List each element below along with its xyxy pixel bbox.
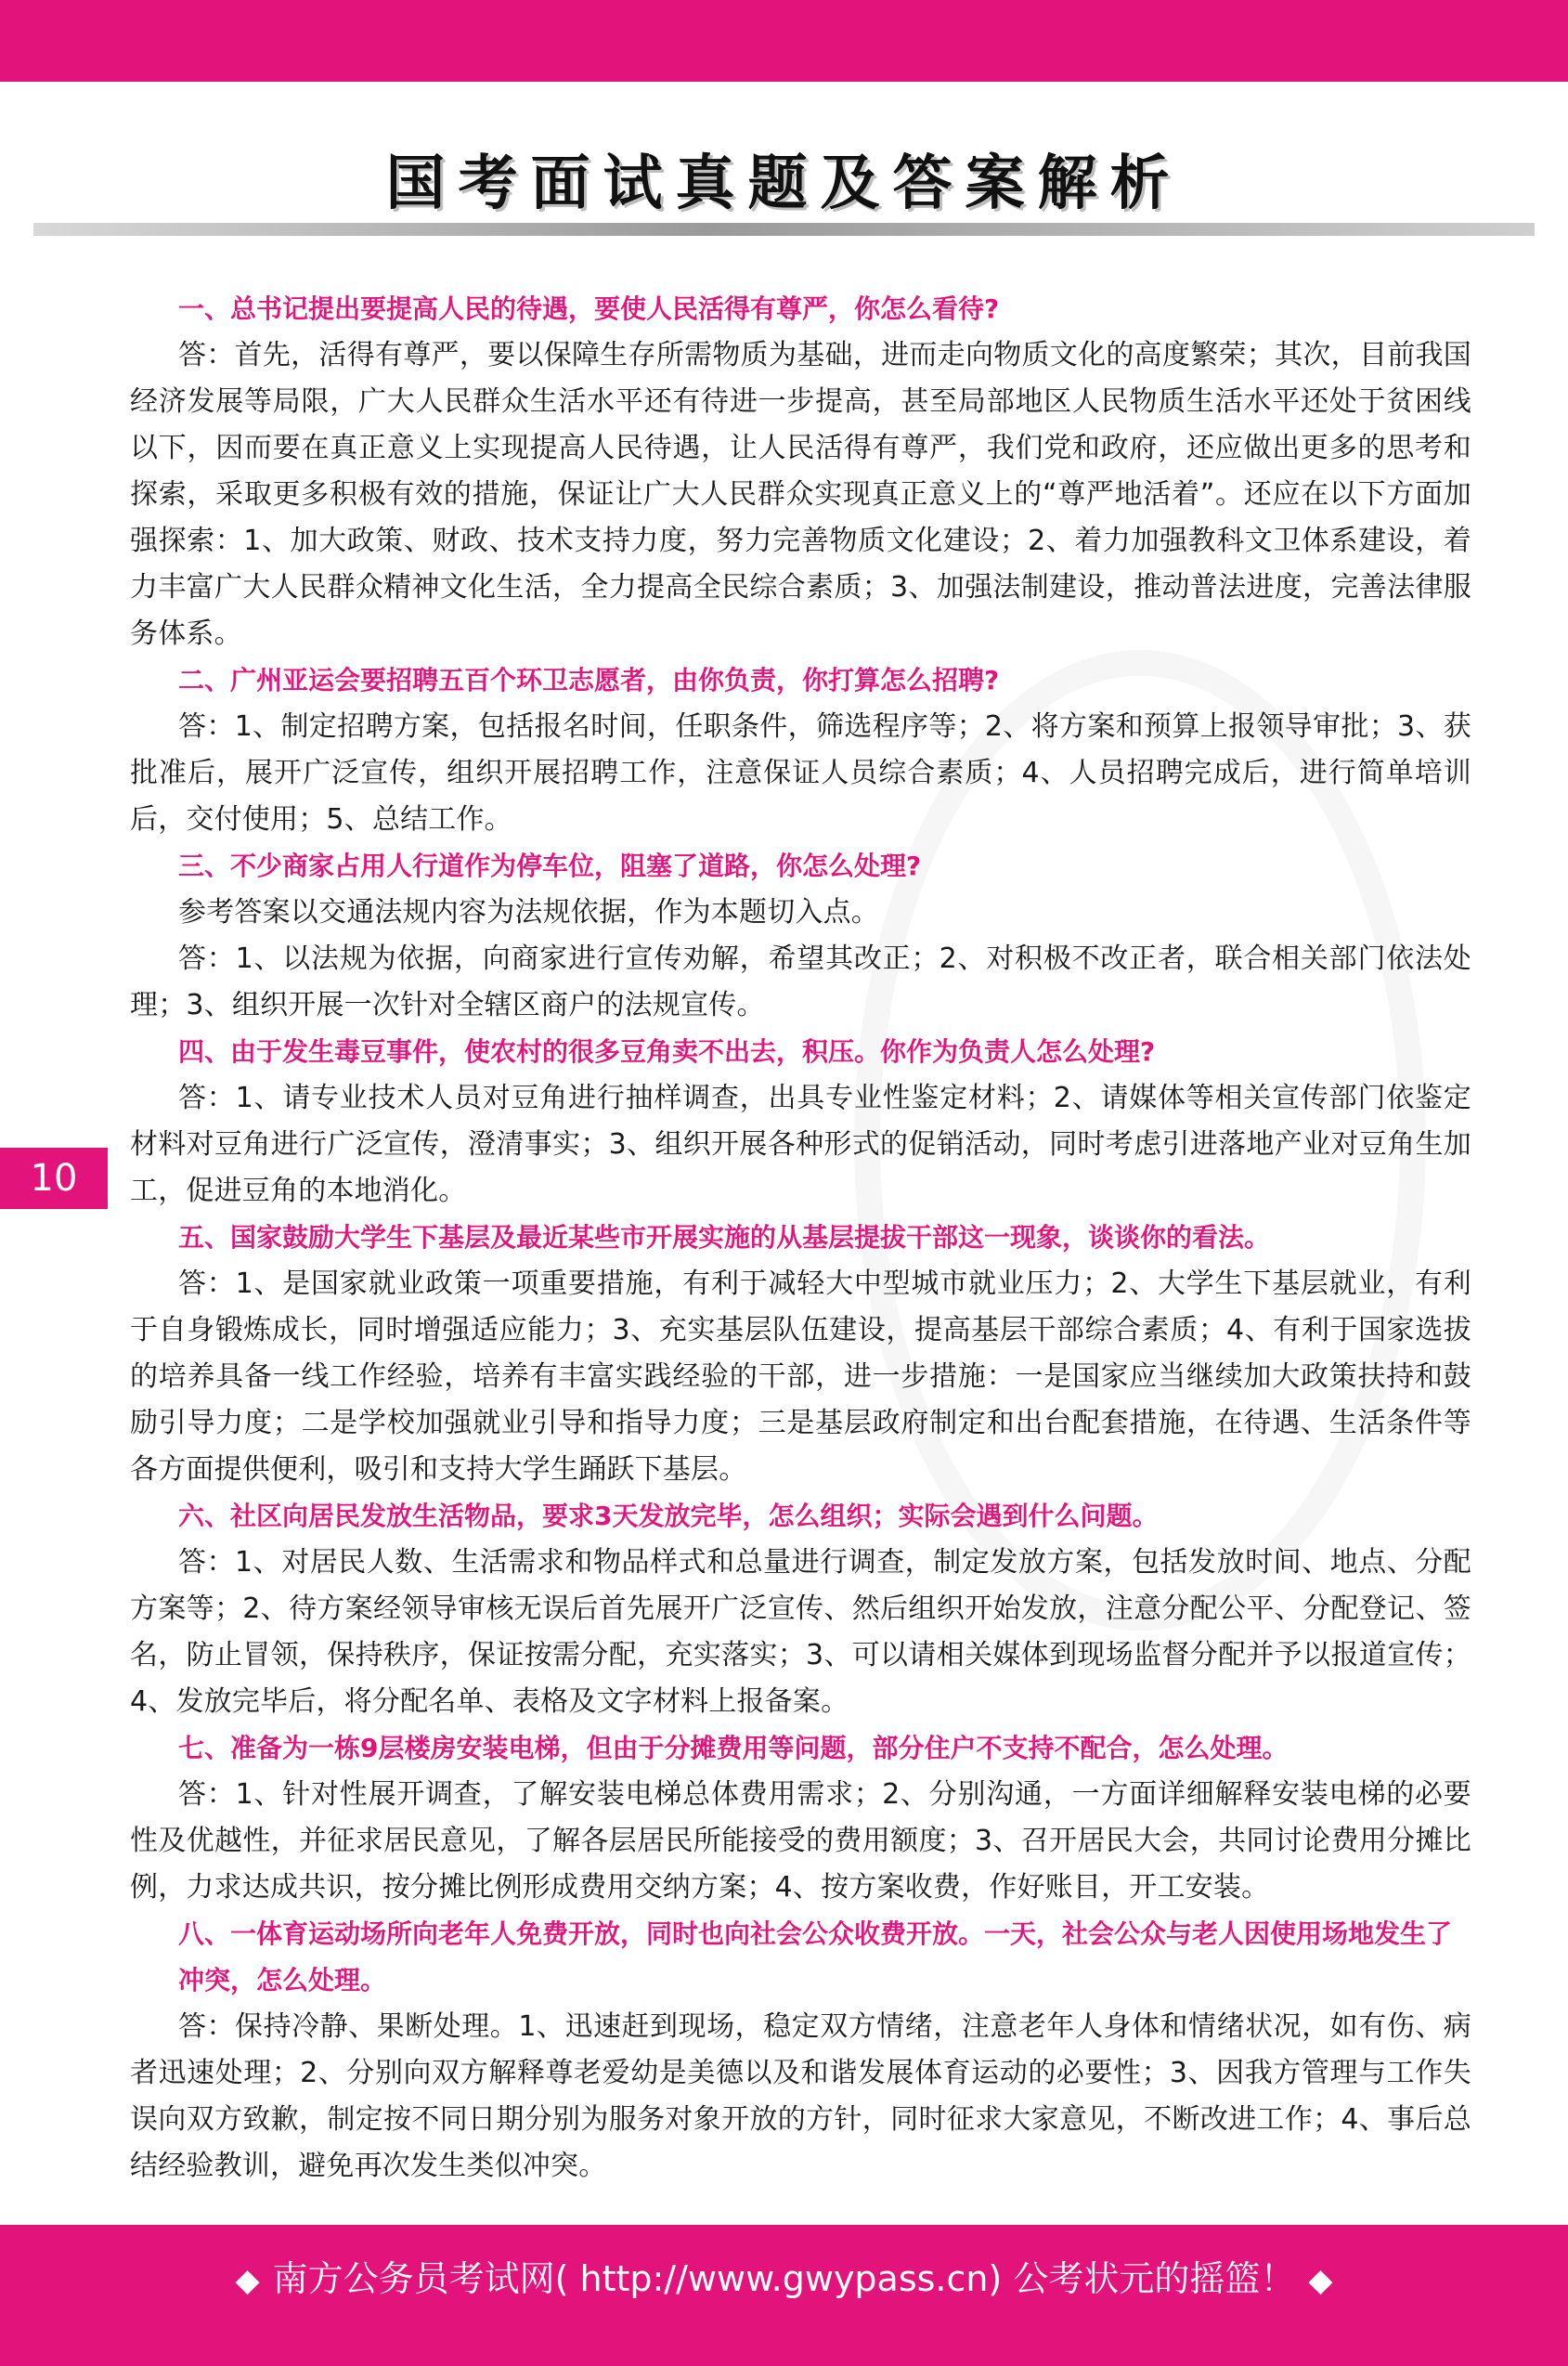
qa-section (130, 286, 1471, 657)
question-heading: 四、由于发生毒豆事件，使农村的很多豆角卖不出去，积压。你作为负责人怎么处理? (178, 1036, 1156, 1067)
question-heading: 三、不少商家占用人行道作为停车位，阻塞了道路，你怎么处理? (178, 851, 922, 881)
qa-section (130, 1911, 1471, 2190)
header (0, 130, 1568, 241)
article-body (130, 286, 1471, 2190)
answer-paragraph: 答：1、请专业技术人员对豆角进行抽样调查，出具专业性鉴定材料；2、请媒体等相关宣传部门依鉴定材料对豆角进行广泛宣传，澄清事实；3、组织开展各种形式的促销活动，同时考虑引进落地产业对豆角生加工，促进豆角的本地消化。 (130, 1082, 1471, 1207)
qa-section (130, 1725, 1471, 1911)
question-heading: 六、社区向居民发放生活物品，要求3天发放完毕，怎么组织；实际会遇到什么问题。 (178, 1501, 1159, 1531)
question-heading: 八、一体育运动场所向老年人免费开放，同时也向社会公众收费开放。一天，社会公众与老人因使用场地发生了冲突，怎么处理。 (178, 1918, 1453, 1996)
answer-paragraph: 答：1、是国家就业政策一项重要措施，有利于减轻大中型城市就业压力；2、大学生下基层就业，有利于自身锻炼成长，同时增强适应能力；3、充实基层队伍建设，提高基层干部综合素质；4、有利于国家选拔的培养具备一线工作经验，培养有丰富实践经验的干部，进一步措施：一是国家应当继续加大政策扶持和鼓励引导力度；二是学校加强就业引导和指导力度；三是基层政府制定和出台配套措施，在待遇、生活条件等各方面提供便利，吸引和支持大学生踊跃下基层。 (130, 1268, 1471, 1486)
answer-paragraph: 答：1、制定招聘方案，包括报名时间，任职条件，筛选程序等；2、将方案和预算上报领导审批；3、获批准后，展开广泛宣传，组织开展招聘工作，注意保证人员综合素质；4、人员招聘完成后，进行简单培训后，交付使用；5、总结工作。 (130, 710, 1471, 836)
qa-section (130, 1029, 1471, 1215)
answer-paragraph: 答：1、对居民人数、生活需求和物品样式和总量进行调查，制定发放方案，包括发放时间、地点、分配方案等；2、待方案经领导审核无误后首先展开广泛宣传、然后组织开始发放，注意分配公平、分配登记、签名，防止冒领，保持秩序，保证按需分配，充实落实；3、可以请相关媒体到现场监督分配并予以报道宣传；4、发放完毕后，将分配名单、表格及文字材料上报备案。 (130, 1546, 1471, 1718)
answer-paragraph: 答：首先，活得有尊严，要以保障生存所需物质为基础，进而走向物质文化的高度繁荣；其次，目前我国经济发展等局限，广大人民群众生活水平还有待进一步提高，甚至局部地区人民物质生活水平还处于贫困线以下，因而要在真正意义上实现提高人民待遇，让人民活得有尊严，我们党和政府，还应做出更多的思考和探索，采取更多积极有效的措施，保证让广大人民群众实现真正意义上的“尊严地活着”。还应在以下方面加强探索：1、加大政策、财政、技术支持力度，努力完善物质文化建设；2、着力加强教科文卫体系建设，着力丰富广大人民群众精神文化生活，全力提高全民综合素质；3、加强法制建设，推动普法进度，完善法律服务体系。 (130, 339, 1471, 650)
title-underline (33, 223, 1535, 236)
question-heading: 七、准备为一栋9层楼房安装电梯，但由于分摊费用等问题，部分住户不支持不配合，怎么处理。 (178, 1733, 1289, 1763)
footer (0, 2253, 1568, 2307)
question-heading: 五、国家鼓励大学生下基层及最近某些市开展实施的从基层提拔干部这一现象，谈谈你的看法。 (178, 1222, 1271, 1253)
qa-section (130, 843, 1471, 1029)
question-heading: 二、广州亚运会要招聘五百个环卫志愿者，由你负责，你打算怎么招聘? (178, 665, 1000, 696)
answer-paragraph: 参考答案以交通法规内容为法规依据，作为本题切入点。 (178, 896, 879, 929)
page-number-tab: 10 (0, 1148, 108, 1209)
page-title: 国考面试真题及答案解析 (385, 150, 1183, 218)
question-heading: 一、总书记提出要提高人民的待遇，要使人民活得有尊严，你怎么看待? (178, 293, 1000, 324)
qa-section (130, 657, 1471, 843)
answer-paragraph: 答：1、以法规为依据，向商家进行宣传劝解，希望其改正；2、对积极不改正者，联合相关部门依法处理；3、组织开展一次针对全辖区商户的法规宣传。 (130, 942, 1471, 1021)
diamond-icon: ◆ (235, 2262, 260, 2299)
diamond-icon: ◆ (1308, 2262, 1333, 2299)
footer-link-text[interactable]: 南方公务员考试网( http://www.gwypass.cn) 公考状元的摇篮！ (272, 2258, 1296, 2299)
answer-paragraph: 答：1、针对性展开调查，了解安装电梯总体费用需求；2、分别沟通，一方面详细解释安装电梯的必要性及优越性，并征求居民意见，了解各层居民所能接受的费用额度；3、召开居民大会，共同讨论费用分摊比例，力求达成共识，按分摊比例形成费用交纳方案；4、按方案收费，作好账目，开工安装。 (130, 1778, 1471, 1904)
qa-section (130, 1493, 1471, 1725)
top-banner (0, 0, 1568, 82)
qa-section (130, 1215, 1471, 1493)
answer-paragraph: 答：保持冷静、果断处理。1、迅速赶到现场，稳定双方情绪，注意老年人身体和情绪状况，如有伤、病者迅速处理；2、分别向双方解释尊老爱幼是美德以及和谐发展体育运动的必要性；3、因我方管理与工作失误向双方致歉，制定按不同日期分别为服务对象开放的方针，同时征求大家意见，不断改进工作；4、事后总结经验教训，避免再次发生类似冲突。 (130, 2010, 1471, 2182)
